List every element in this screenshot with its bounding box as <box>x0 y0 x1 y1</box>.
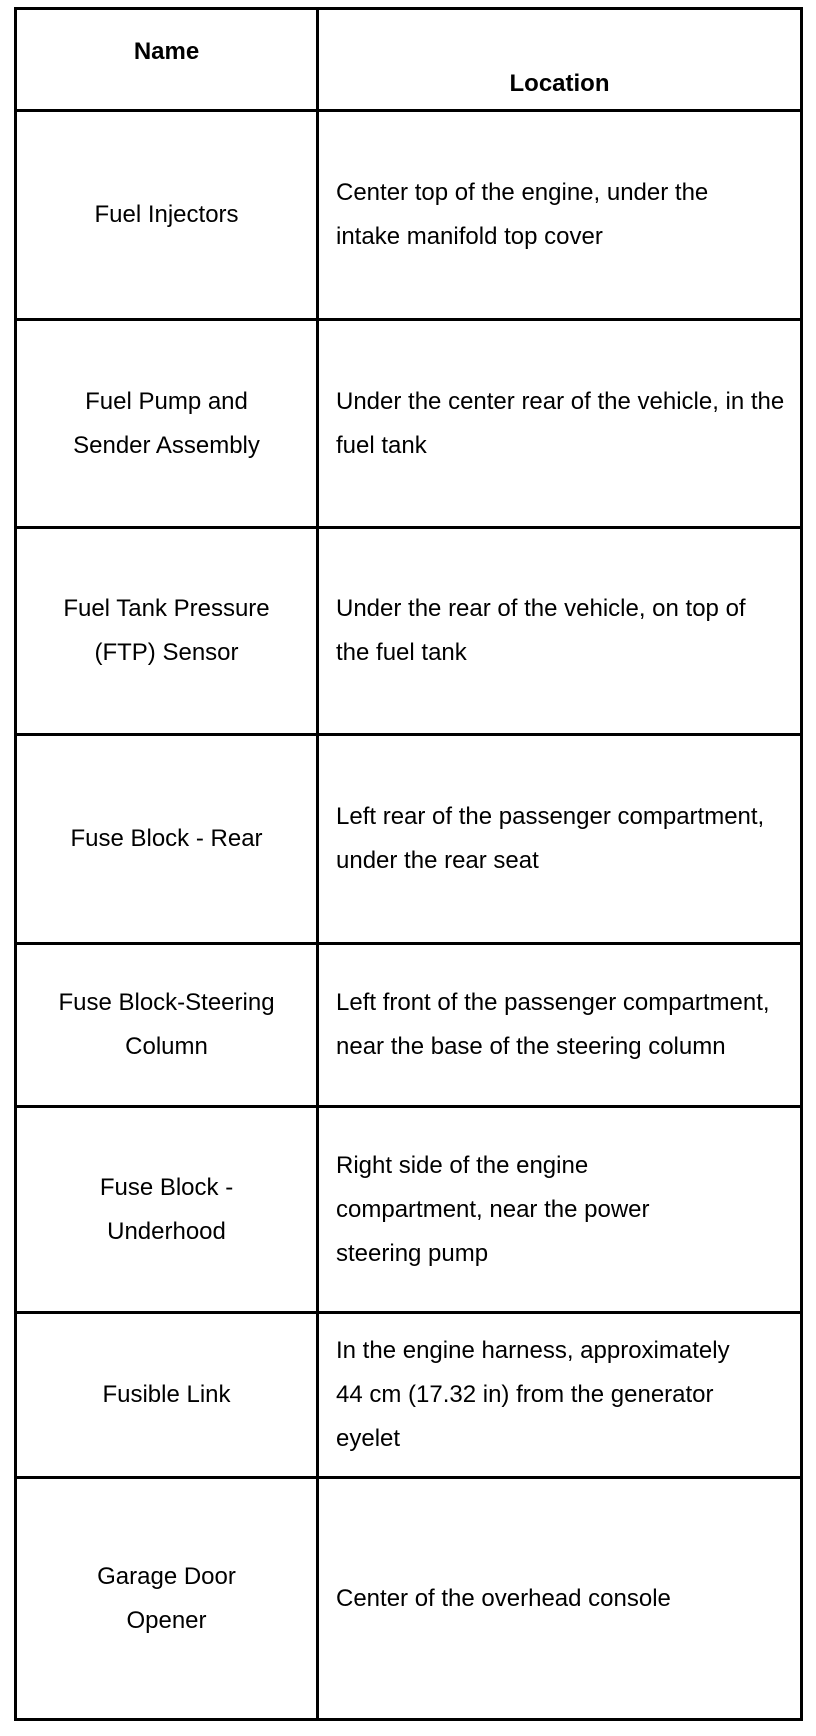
name-text: Fuel Tank Pressure (FTP) Sensor <box>63 595 270 666</box>
cell-name <box>17 529 316 733</box>
location-text: Under the rear of the vehicle, on top of the fuel tank <box>336 595 746 666</box>
cell-name <box>17 321 316 526</box>
cell-location <box>319 112 800 318</box>
name-text: Fuse Block-Steering Column <box>58 989 275 1060</box>
cell-name <box>17 112 316 318</box>
cell-location <box>319 945 800 1105</box>
component-location-table <box>14 7 803 1721</box>
cell-location <box>319 1314 800 1476</box>
table-row <box>17 112 800 318</box>
location-text: Center top of the engine, under the intake manifold top cover <box>336 179 709 250</box>
cell-name <box>17 1108 316 1311</box>
name-text: Fuse Block - Underhood <box>99 1173 234 1245</box>
name-text: Fuse Block - Rear <box>70 825 263 852</box>
cell-location <box>319 1479 800 1718</box>
table-row <box>17 736 800 942</box>
name-text: Fuel Pump and Sender Assembly <box>73 387 260 459</box>
table-row <box>17 1108 800 1311</box>
location-text: Center of the overhead console <box>336 1584 671 1612</box>
cell-location <box>319 529 800 733</box>
cell-location <box>319 736 800 942</box>
cell-name <box>17 736 316 942</box>
table-row <box>17 321 800 526</box>
table-row <box>17 1479 800 1718</box>
cell-name <box>17 1314 316 1476</box>
cell-location <box>319 321 800 526</box>
table-header-row <box>17 10 800 109</box>
table-row <box>17 945 800 1105</box>
cell-name <box>17 1479 316 1718</box>
name-text: Fuel Injectors <box>94 201 239 228</box>
name-text: Garage Door Opener <box>97 1562 236 1634</box>
name-text: Fusible Link <box>102 1381 231 1408</box>
header-name: Name <box>133 38 200 65</box>
location-text: Left front of the passenger compartment, near the base of the steering column <box>336 989 770 1060</box>
table-row <box>17 529 800 733</box>
header-location: Location <box>509 70 610 97</box>
location-text: Right side of the engine compartment, near the power steering pump <box>336 1151 650 1267</box>
cell-location <box>319 1108 800 1311</box>
location-text: Left rear of the passenger compartment, under the rear seat <box>336 803 765 874</box>
cell-name <box>17 945 316 1105</box>
location-text: Under the center rear of the vehicle, in the fuel tank <box>336 387 785 459</box>
location-text: In the engine harness, approximately 44 cm (17.32 in) from the generator eyelet <box>336 1337 730 1452</box>
table-row <box>17 1314 800 1476</box>
